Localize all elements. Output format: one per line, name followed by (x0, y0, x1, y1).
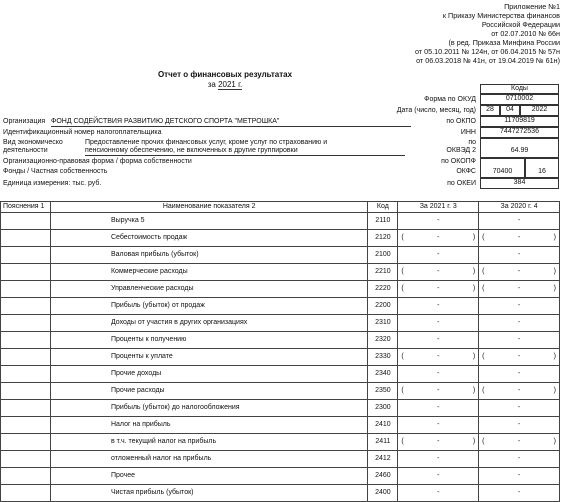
value-text: - (517, 420, 521, 428)
row-value-2021 (398, 417, 479, 434)
form-okud-label: Форма по ОКУД (424, 96, 476, 103)
row-value-2020 (479, 434, 560, 451)
close-paren: ) (472, 267, 476, 275)
value-text: - (437, 233, 440, 241)
value-text: - (517, 488, 521, 496)
table-row (1, 332, 560, 349)
value-text: - (517, 233, 521, 241)
row-code: 2350 (368, 383, 398, 400)
row-explanation (1, 383, 51, 400)
value-text: - (517, 437, 521, 445)
row-value-2020 (479, 366, 560, 383)
row-value-2020 (479, 451, 560, 468)
date-day: 28 (480, 105, 500, 116)
col-code-header: Код (368, 202, 398, 213)
row-value-2020 (479, 315, 560, 332)
header-line: (в ред. Приказа Минфина России (448, 38, 560, 47)
date-year: 2022 (520, 105, 559, 116)
row-indicator-name: Проценты к уплате (50, 349, 367, 366)
legal-form-value: Фонды / Частная собственность (3, 168, 108, 175)
value-text: - (517, 352, 521, 360)
value-text: - (517, 471, 521, 479)
row-value-2021 (398, 332, 479, 349)
value-text: - (437, 471, 440, 479)
value-text: - (517, 301, 521, 309)
header-line: от 02.07.2010 № 66н (491, 29, 560, 38)
activity-value-2: пенсионному обеспечению, не включенных в другие группировки (85, 147, 405, 156)
row-explanation (1, 434, 51, 451)
value-text: - (437, 454, 440, 462)
close-paren: ) (472, 437, 476, 445)
activity-label-1: Вид экономическо (3, 139, 63, 146)
value-text: - (517, 454, 521, 462)
close-paren: ) (553, 267, 556, 275)
row-value-2020 (479, 264, 560, 281)
table-row (1, 230, 560, 247)
row-indicator-name: Выручка 5 (50, 213, 367, 230)
value-text: - (517, 318, 521, 326)
table-header-row (1, 202, 560, 213)
open-paren: ( (482, 386, 485, 394)
table-row (1, 264, 560, 281)
inn-value: 7447272536 (480, 127, 559, 138)
financial-results-table (0, 201, 560, 502)
value-text: - (517, 386, 521, 394)
okei-label: по ОКЕИ (447, 180, 476, 187)
row-code: 2320 (368, 332, 398, 349)
okved-label-1: по (468, 139, 476, 146)
col-2021-header: За 2021 г. 3 (398, 202, 479, 213)
row-indicator-name: отложенный налог на прибыль (50, 451, 367, 468)
row-explanation (1, 332, 51, 349)
period-prefix: за (207, 80, 216, 89)
open-paren: ( (482, 233, 485, 241)
value-text: - (437, 488, 440, 496)
activity-value-1: Предоставление прочих финансовых услуг, кроме услуг по страхованию и (85, 139, 328, 146)
table-row (1, 417, 560, 434)
row-value-2020 (479, 468, 560, 485)
open-paren: ( (401, 386, 404, 394)
codes-header: Коды (480, 84, 559, 94)
value-text: - (437, 352, 440, 360)
row-code: 2460 (368, 468, 398, 485)
row-explanation (1, 349, 51, 366)
inn-label: Идентификационный номер налогоплательщика (3, 129, 162, 136)
value-text: - (437, 250, 440, 258)
row-indicator-name: Себестоимость продаж (50, 230, 367, 247)
value-text: - (437, 437, 440, 445)
okei-value: 384 (480, 178, 559, 189)
row-value-2021 (398, 298, 479, 315)
row-value-2021 (398, 400, 479, 417)
value-text: - (437, 369, 440, 377)
row-value-2020 (479, 332, 560, 349)
row-value-2021 (398, 230, 479, 247)
row-value-2021 (398, 434, 479, 451)
close-paren: ) (472, 386, 476, 394)
row-value-2020 (479, 230, 560, 247)
row-explanation (1, 230, 51, 247)
close-paren: ) (472, 233, 476, 241)
okfs-value: 16 (525, 158, 559, 178)
open-paren: ( (401, 352, 404, 360)
inn-code-label: ИНН (460, 129, 476, 136)
row-value-2021 (398, 468, 479, 485)
row-value-2020 (479, 485, 560, 502)
row-indicator-name: Коммерческие расходы (50, 264, 367, 281)
close-paren: ) (472, 352, 476, 360)
row-value-2021 (398, 315, 479, 332)
row-explanation (1, 485, 51, 502)
table-row (1, 281, 560, 298)
row-explanation (1, 315, 51, 332)
row-indicator-name: Управленческие расходы (50, 281, 367, 298)
row-value-2021 (398, 349, 479, 366)
row-explanation (1, 264, 51, 281)
row-explanation (1, 366, 51, 383)
org-value: ФОНД СОДЕЙСТВИЯ РАЗВИТИЮ ДЕТСКОГО СПОРТА "МЕТРОШКА" (51, 118, 411, 127)
row-explanation (1, 298, 51, 315)
table-row (1, 468, 560, 485)
value-text: - (517, 335, 521, 343)
close-paren: ) (553, 233, 556, 241)
row-code: 2110 (368, 213, 398, 230)
col-2020-header: За 2020 г. 4 (479, 202, 560, 213)
row-value-2021 (398, 281, 479, 298)
row-explanation (1, 400, 51, 417)
value-text: - (437, 318, 440, 326)
row-indicator-name: Валовая прибыль (убыток) (50, 247, 367, 264)
table-row (1, 247, 560, 264)
row-value-2020 (479, 213, 560, 230)
value-text: - (437, 335, 440, 343)
table-row (1, 349, 560, 366)
unit-label: Единица измерения: тыс. руб. (3, 180, 102, 187)
report-title: Отчет о финансовых результатах (157, 70, 293, 79)
okfs-label: ОКФС (456, 168, 476, 175)
header-line: Российской Федерации (481, 20, 560, 29)
approval-header (415, 2, 560, 65)
row-value-2021 (398, 247, 479, 264)
row-value-2020 (479, 281, 560, 298)
value-text: - (437, 284, 440, 292)
table-row (1, 451, 560, 468)
row-explanation (1, 247, 51, 264)
row-code: 2120 (368, 230, 398, 247)
form-okud-value: 0710002 (480, 94, 559, 105)
value-text: - (437, 403, 440, 411)
row-indicator-name: Проценты к получению (50, 332, 367, 349)
table-row (1, 485, 560, 502)
row-indicator-name: Чистая прибыль (убыток) (50, 485, 367, 502)
value-text: - (437, 386, 440, 394)
activity-label-2: деятельности (3, 147, 48, 154)
open-paren: ( (482, 352, 485, 360)
row-value-2021 (398, 485, 479, 502)
header-line: к Приказу Министерства финансов (442, 11, 560, 20)
table-row (1, 315, 560, 332)
value-text: - (437, 267, 440, 275)
row-value-2021 (398, 451, 479, 468)
row-code: 2411 (368, 434, 398, 451)
close-paren: ) (553, 284, 556, 292)
row-code: 2310 (368, 315, 398, 332)
row-code: 2300 (368, 400, 398, 417)
table-row (1, 213, 560, 230)
table-row (1, 298, 560, 315)
row-code: 2412 (368, 451, 398, 468)
row-explanation (1, 451, 51, 468)
report-period (0, 80, 450, 89)
row-value-2020 (479, 298, 560, 315)
okved-value: 64.99 (480, 138, 559, 158)
value-text: - (517, 250, 521, 258)
col-indicator-header: Наименование показателя 2 (50, 202, 367, 213)
row-explanation (1, 468, 51, 485)
okopf-label: по ОКОПФ (441, 158, 476, 165)
value-text: - (517, 284, 521, 292)
row-code: 2200 (368, 298, 398, 315)
row-value-2020 (479, 383, 560, 400)
close-paren: ) (472, 284, 476, 292)
row-code: 2340 (368, 366, 398, 383)
table-row (1, 400, 560, 417)
open-paren: ( (401, 437, 404, 445)
org-label: Организация (3, 118, 46, 125)
open-paren: ( (401, 233, 404, 241)
row-value-2020 (479, 349, 560, 366)
value-text: - (517, 403, 521, 411)
row-value-2021 (398, 383, 479, 400)
row-code: 2410 (368, 417, 398, 434)
row-value-2020 (479, 400, 560, 417)
row-code: 2330 (368, 349, 398, 366)
row-indicator-name: Налог на прибыль (50, 417, 367, 434)
header-line: от 06.03.2018 № 41н, от 19.04.2019 № 61н) (416, 56, 560, 65)
row-explanation (1, 213, 51, 230)
row-explanation (1, 417, 51, 434)
row-value-2021 (398, 264, 479, 281)
row-code: 2210 (368, 264, 398, 281)
date-month: 04 (500, 105, 520, 116)
date-label: Дата (число, месяц, год) (396, 107, 476, 114)
open-paren: ( (482, 437, 485, 445)
open-paren: ( (401, 267, 404, 275)
value-text: - (517, 267, 521, 275)
row-explanation (1, 281, 51, 298)
row-value-2021 (398, 366, 479, 383)
value-text: - (437, 301, 440, 309)
okved-label-2: ОКВЭД 2 (446, 147, 476, 154)
open-paren: ( (401, 284, 404, 292)
row-indicator-name: в т.ч. текущий налог на прибыль (50, 434, 367, 451)
row-value-2020 (479, 417, 560, 434)
close-paren: ) (553, 437, 556, 445)
open-paren: ( (482, 267, 485, 275)
row-code: 2400 (368, 485, 398, 502)
row-indicator-name: Прочее (50, 468, 367, 485)
value-text: - (437, 216, 440, 224)
legal-form-label: Организационно-правовая форма / форма собственности (3, 158, 192, 165)
close-paren: ) (553, 352, 556, 360)
table-row (1, 434, 560, 451)
value-text: - (517, 216, 521, 224)
value-text: - (437, 420, 440, 428)
row-indicator-name: Прибыль (убыток) от продаж (50, 298, 367, 315)
row-value-2021 (398, 213, 479, 230)
row-code: 2100 (368, 247, 398, 264)
period-value: 2021 г. (218, 80, 243, 89)
table-row (1, 366, 560, 383)
value-text: - (517, 369, 521, 377)
row-indicator-name: Прочие расходы (50, 383, 367, 400)
header-line: от 05.10.2011 № 124н, от 06.04.2015 № 57н (415, 47, 560, 56)
col-explanations-header: Пояснения 1 (1, 202, 51, 213)
row-indicator-name: Прибыль (убыток) до налогообложения (50, 400, 367, 417)
okpo-label: по ОКПО (446, 118, 476, 125)
row-indicator-name: Прочие доходы (50, 366, 367, 383)
header-line: Приложение №1 (504, 2, 560, 11)
row-indicator-name: Доходы от участия в других организациях (50, 315, 367, 332)
row-code: 2220 (368, 281, 398, 298)
okopf-value: 70400 (480, 158, 525, 178)
okpo-value: 11709819 (480, 116, 559, 127)
close-paren: ) (553, 386, 556, 394)
row-value-2020 (479, 247, 560, 264)
open-paren: ( (482, 284, 485, 292)
table-row (1, 383, 560, 400)
